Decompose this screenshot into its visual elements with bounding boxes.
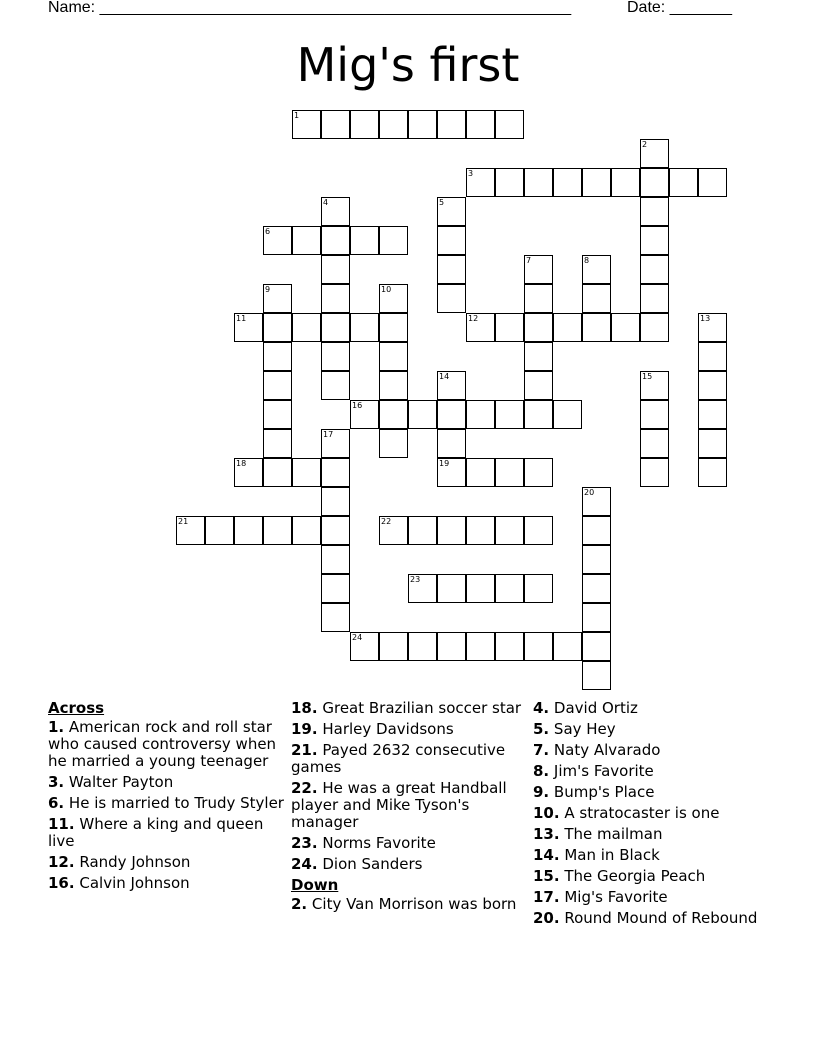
crossword-cell[interactable]	[495, 458, 524, 487]
crossword-cell[interactable]	[495, 168, 524, 197]
crossword-cell[interactable]	[437, 255, 466, 284]
date-field-label: Date: _______	[627, 0, 732, 16]
down-clue: 8. Jim's Favorite	[533, 762, 654, 780]
crossword-cell[interactable]	[292, 226, 321, 255]
crossword-cell[interactable]	[640, 371, 669, 400]
cell-number: 2	[642, 140, 648, 149]
crossword-cell[interactable]	[321, 110, 350, 139]
crossword-cell[interactable]	[408, 574, 437, 603]
crossword-cell[interactable]	[582, 313, 611, 342]
crossword-cell[interactable]	[698, 168, 727, 197]
crossword-cell[interactable]	[350, 632, 379, 661]
crossword-cell[interactable]	[698, 458, 727, 487]
across-clue: 21. Payed 2632 consecutive games	[291, 741, 506, 776]
cell-number: 8	[584, 256, 590, 265]
crossword-cell[interactable]	[524, 284, 553, 313]
crossword-cell[interactable]	[524, 313, 553, 342]
across-clue: 23. Norms Favorite	[291, 834, 436, 852]
across-clue: 22. He was a great Handball player and Mike Tyson's manager	[291, 779, 507, 831]
crossword-cell[interactable]	[408, 632, 437, 661]
crossword-cell[interactable]	[495, 574, 524, 603]
crossword-cell[interactable]	[292, 458, 321, 487]
crossword-cell[interactable]	[408, 400, 437, 429]
cell-number: 22	[381, 517, 392, 526]
crossword-cell[interactable]	[640, 168, 669, 197]
crossword-cell[interactable]	[321, 603, 350, 632]
crossword-cell[interactable]	[321, 226, 350, 255]
crossword-cell[interactable]	[640, 139, 669, 168]
crossword-cell[interactable]	[234, 313, 263, 342]
crossword-cell[interactable]	[234, 516, 263, 545]
crossword-cell[interactable]	[466, 110, 495, 139]
crossword-cell[interactable]	[524, 168, 553, 197]
crossword-cell[interactable]	[379, 313, 408, 342]
crossword-cell[interactable]	[582, 661, 611, 690]
crossword-cell[interactable]	[379, 429, 408, 458]
crossword-cell[interactable]	[582, 516, 611, 545]
across-clue: 12. Randy Johnson	[48, 853, 191, 871]
crossword-cell[interactable]	[437, 516, 466, 545]
crossword-cell[interactable]	[640, 400, 669, 429]
across-clue: 19. Harley Davidsons	[291, 720, 454, 738]
down-clue: 17. Mig's Favorite	[533, 888, 668, 906]
page-title: Mig's first	[296, 38, 520, 92]
cell-number: 20	[584, 488, 595, 497]
down-clue: 15. The Georgia Peach	[533, 867, 706, 885]
cell-number: 1	[294, 111, 300, 120]
crossword-cell[interactable]	[466, 574, 495, 603]
crossword-cell[interactable]	[698, 429, 727, 458]
across-heading: Across	[48, 699, 105, 717]
crossword-cell[interactable]	[524, 632, 553, 661]
crossword-cell[interactable]	[321, 487, 350, 516]
crossword-cell[interactable]	[582, 603, 611, 632]
crossword-cell[interactable]	[553, 400, 582, 429]
crossword-cell[interactable]	[495, 313, 524, 342]
across-clue: 1. American rock and roll star who caused controversy when he married a young teenager	[48, 718, 277, 770]
crossword-cell[interactable]	[437, 284, 466, 313]
crossword-cell[interactable]	[466, 632, 495, 661]
crossword-cell[interactable]	[263, 342, 292, 371]
crossword-cell[interactable]	[176, 516, 205, 545]
crossword-cell[interactable]	[437, 226, 466, 255]
across-clue: 16. Calvin Johnson	[48, 874, 190, 892]
crossword-cell[interactable]	[321, 255, 350, 284]
crossword-cell[interactable]	[698, 313, 727, 342]
down-clue: 4. David Ortiz	[533, 699, 638, 717]
crossword-cell[interactable]	[321, 545, 350, 574]
crossword-cell[interactable]	[582, 284, 611, 313]
crossword-cell[interactable]	[263, 284, 292, 313]
crossword-cell[interactable]	[437, 197, 466, 226]
crossword-cell[interactable]	[698, 342, 727, 371]
cell-number: 4	[323, 198, 329, 207]
crossword-cell[interactable]	[379, 632, 408, 661]
down-clue: 7. Naty Alvarado	[533, 741, 661, 759]
cell-number: 14	[439, 372, 450, 381]
across-clue: 18. Great Brazilian soccer star	[291, 699, 522, 717]
cell-number: 17	[323, 430, 334, 439]
cell-number: 13	[700, 314, 711, 323]
crossword-cell[interactable]	[379, 226, 408, 255]
crossword-cell[interactable]	[640, 284, 669, 313]
crossword-cell[interactable]	[553, 168, 582, 197]
crossword-cell[interactable]	[582, 487, 611, 516]
crossword-cell[interactable]	[495, 400, 524, 429]
crossword-cell[interactable]	[524, 371, 553, 400]
crossword-cell[interactable]	[611, 168, 640, 197]
crossword-cell[interactable]	[321, 284, 350, 313]
crossword-cell[interactable]	[466, 168, 495, 197]
crossword-cell[interactable]	[466, 458, 495, 487]
clues-column-2	[291, 700, 527, 917]
crossword-cell[interactable]	[437, 110, 466, 139]
crossword-cell[interactable]	[495, 516, 524, 545]
down-clue: 13. The mailman	[533, 825, 663, 843]
cell-number: 3	[468, 169, 474, 178]
name-field-label: Name: _____________________________________________________	[48, 0, 572, 16]
crossword-cell[interactable]	[379, 516, 408, 545]
crossword-cell[interactable]	[437, 400, 466, 429]
crossword-cell[interactable]	[524, 458, 553, 487]
crossword-cell[interactable]	[437, 371, 466, 400]
down-clue: 2. City Van Morrison was born	[291, 895, 517, 913]
crossword-cell[interactable]	[524, 574, 553, 603]
crossword-cell[interactable]	[350, 400, 379, 429]
crossword-cell[interactable]	[408, 110, 437, 139]
crossword-cell[interactable]	[640, 255, 669, 284]
crossword-cell[interactable]	[234, 458, 263, 487]
crossword-cell[interactable]	[321, 342, 350, 371]
crossword-cell[interactable]	[640, 197, 669, 226]
crossword-cell[interactable]	[698, 371, 727, 400]
crossword-cell[interactable]	[495, 632, 524, 661]
across-clue: 24. Dion Sanders	[291, 855, 423, 873]
cell-number: 19	[439, 459, 450, 468]
crossword-cell[interactable]	[640, 226, 669, 255]
cell-number: 6	[265, 227, 271, 236]
cell-number: 5	[439, 198, 445, 207]
cell-number: 21	[178, 517, 189, 526]
crossword-cell[interactable]	[466, 313, 495, 342]
crossword-cell[interactable]	[582, 574, 611, 603]
cell-number: 12	[468, 314, 479, 323]
crossword-cell[interactable]	[263, 429, 292, 458]
crossword-cell[interactable]	[379, 371, 408, 400]
crossword-cell[interactable]	[379, 284, 408, 313]
crossword-cell[interactable]	[437, 632, 466, 661]
down-heading: Down	[291, 876, 339, 894]
clues-column-1	[48, 700, 284, 896]
crossword-cell[interactable]	[205, 516, 234, 545]
across-clue: 11. Where a king and queen live	[48, 815, 264, 850]
crossword-cell[interactable]	[524, 516, 553, 545]
clues-column-3	[533, 700, 769, 931]
crossword-cell[interactable]	[408, 516, 437, 545]
crossword-cell[interactable]	[553, 313, 582, 342]
crossword-cell[interactable]	[321, 458, 350, 487]
down-clue: 20. Round Mound of Rebound	[533, 909, 758, 927]
crossword-cell[interactable]	[292, 110, 321, 139]
crossword-cell[interactable]	[524, 342, 553, 371]
crossword-cell[interactable]	[466, 516, 495, 545]
crossword-cell[interactable]	[582, 545, 611, 574]
crossword-cell[interactable]	[379, 110, 408, 139]
crossword-cell[interactable]	[437, 429, 466, 458]
crossword-cell[interactable]	[611, 313, 640, 342]
crossword-cell[interactable]	[379, 400, 408, 429]
crossword-cell[interactable]	[640, 313, 669, 342]
crossword-cell[interactable]	[524, 255, 553, 284]
down-clue: 10. A stratocaster is one	[533, 804, 720, 822]
crossword-cell[interactable]	[350, 110, 379, 139]
crossword-cell[interactable]	[263, 371, 292, 400]
cell-number: 7	[526, 256, 532, 265]
crossword-cell[interactable]	[321, 429, 350, 458]
cell-number: 9	[265, 285, 271, 294]
crossword-cell[interactable]	[553, 632, 582, 661]
crossword-cell[interactable]	[466, 400, 495, 429]
crossword-cell[interactable]	[321, 197, 350, 226]
crossword-cell[interactable]	[321, 574, 350, 603]
crossword-cell[interactable]	[321, 313, 350, 342]
crossword-cell[interactable]	[263, 313, 292, 342]
crossword-cell[interactable]	[263, 516, 292, 545]
crossword-cell[interactable]	[582, 168, 611, 197]
cell-number: 10	[381, 285, 392, 294]
crossword-cell[interactable]	[582, 255, 611, 284]
crossword-cell[interactable]	[669, 168, 698, 197]
crossword-cell[interactable]	[263, 400, 292, 429]
crossword-cell[interactable]	[263, 458, 292, 487]
crossword-cell[interactable]	[698, 400, 727, 429]
crossword-cell[interactable]	[292, 516, 321, 545]
down-clue: 14. Man in Black	[533, 846, 660, 864]
cell-number: 24	[352, 633, 363, 642]
crossword-cell[interactable]	[437, 574, 466, 603]
crossword-cell[interactable]	[640, 429, 669, 458]
cell-number: 23	[410, 575, 421, 584]
down-clue: 9. Bump's Place	[533, 783, 655, 801]
crossword-cell[interactable]	[437, 458, 466, 487]
crossword-cell[interactable]	[640, 458, 669, 487]
crossword-cell[interactable]	[321, 371, 350, 400]
crossword-cell[interactable]	[263, 226, 292, 255]
crossword-cell[interactable]	[582, 632, 611, 661]
cell-number: 15	[642, 372, 653, 381]
across-clue: 3. Walter Payton	[48, 773, 174, 791]
crossword-cell[interactable]	[379, 342, 408, 371]
crossword-cell[interactable]	[350, 226, 379, 255]
cell-number: 11	[236, 314, 247, 323]
across-clue: 6. He is married to Trudy Styler	[48, 794, 284, 812]
crossword-cell[interactable]	[292, 313, 321, 342]
crossword-cell[interactable]	[524, 400, 553, 429]
crossword-cell[interactable]	[321, 516, 350, 545]
cell-number: 16	[352, 401, 363, 410]
crossword-cell[interactable]	[495, 110, 524, 139]
crossword-cell[interactable]	[350, 313, 379, 342]
down-clue: 5. Say Hey	[533, 720, 616, 738]
cell-number: 18	[236, 459, 247, 468]
